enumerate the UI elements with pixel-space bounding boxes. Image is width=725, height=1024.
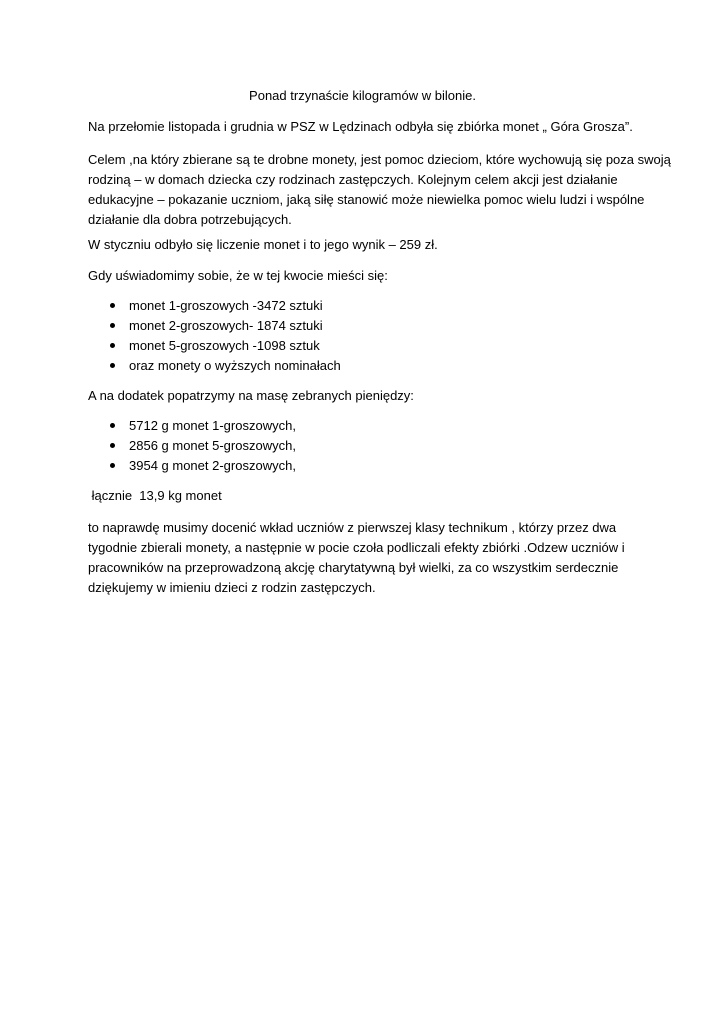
closing-line: dziękujemy w imieniu dzieci z rodzin zastępczych. <box>88 580 376 595</box>
closing-line: to naprawdę musimy docenić wkład uczniów z pierwszej klasy technikum , którzy przez dwa <box>88 520 617 535</box>
bullet-icon <box>110 423 115 428</box>
closing-line: pracowników na przeprowadzoną akcję charytatywną był wielki, za co wszystkim serdecznie <box>88 560 619 575</box>
closing-paragraph <box>88 518 648 598</box>
list-item-text: 3954 g monet 2-groszowych, <box>129 458 296 473</box>
mass-list <box>110 416 296 476</box>
mass-intro-paragraph: A na dodatek popatrzymy na masę zebranych pieniędzy: <box>88 388 414 403</box>
purpose-paragraph <box>88 150 671 230</box>
list-item-text: monet 1-groszowych -3472 sztuki <box>129 298 323 313</box>
purpose-line: rodziną – w domach dziecka czy rodzinach zastępczych. Kolejnym celem akcji jest działanie <box>88 172 618 187</box>
bullet-icon <box>110 363 115 368</box>
bullet-icon <box>110 443 115 448</box>
total-paragraph: łącznie 13,9 kg monet <box>88 488 222 503</box>
bullet-icon <box>110 303 115 308</box>
list-item <box>110 416 296 436</box>
list-item <box>110 316 341 336</box>
list-item-text: 2856 g monet 5-groszowych, <box>129 438 296 453</box>
result-paragraph: W styczniu odbyło się liczenie monet i to jego wynik – 259 zł. <box>88 237 438 252</box>
purpose-line: edukacyjne – pokazanie uczniom, jaką siłę stanowić może niewielka pomoc wielu ludzi i wspólne <box>88 192 645 207</box>
list-item <box>110 296 341 316</box>
purpose-line: działanie dla dobra potrzebujących. <box>88 212 292 227</box>
bullet-icon <box>110 323 115 328</box>
list-item-text: monet 5-groszowych -1098 sztuk <box>129 338 320 353</box>
list-item <box>110 356 341 376</box>
realize-paragraph: Gdy uświadomimy sobie, że w tej kwocie mieści się: <box>88 268 388 283</box>
purpose-line: Celem ,na który zbierane są te drobne monety, jest pomoc dzieciom, które wychowują się poza swoją <box>88 152 671 167</box>
list-item <box>110 456 296 476</box>
bullet-icon <box>110 463 115 468</box>
list-item-text: monet 2-groszowych- 1874 sztuki <box>129 318 323 333</box>
closing-line: tygodnie zbierali monety, a następnie w pocie czoła podliczali efekty zbiórki .Odzew uczniów i <box>88 540 625 555</box>
list-item-text: 5712 g monet 1-groszowych, <box>129 418 296 433</box>
bullet-icon <box>110 343 115 348</box>
list-item <box>110 336 341 356</box>
list-item-text: oraz monety o wyższych nominałach <box>129 358 341 373</box>
document-title: Ponad trzynaście kilogramów w bilonie. <box>249 88 476 103</box>
intro-paragraph: Na przełomie listopada i grudnia w PSZ w Lędzinach odbyła się zbiórka monet „ Góra Grosza”. <box>88 119 633 134</box>
list-item <box>110 436 296 456</box>
coins-list <box>110 296 341 376</box>
